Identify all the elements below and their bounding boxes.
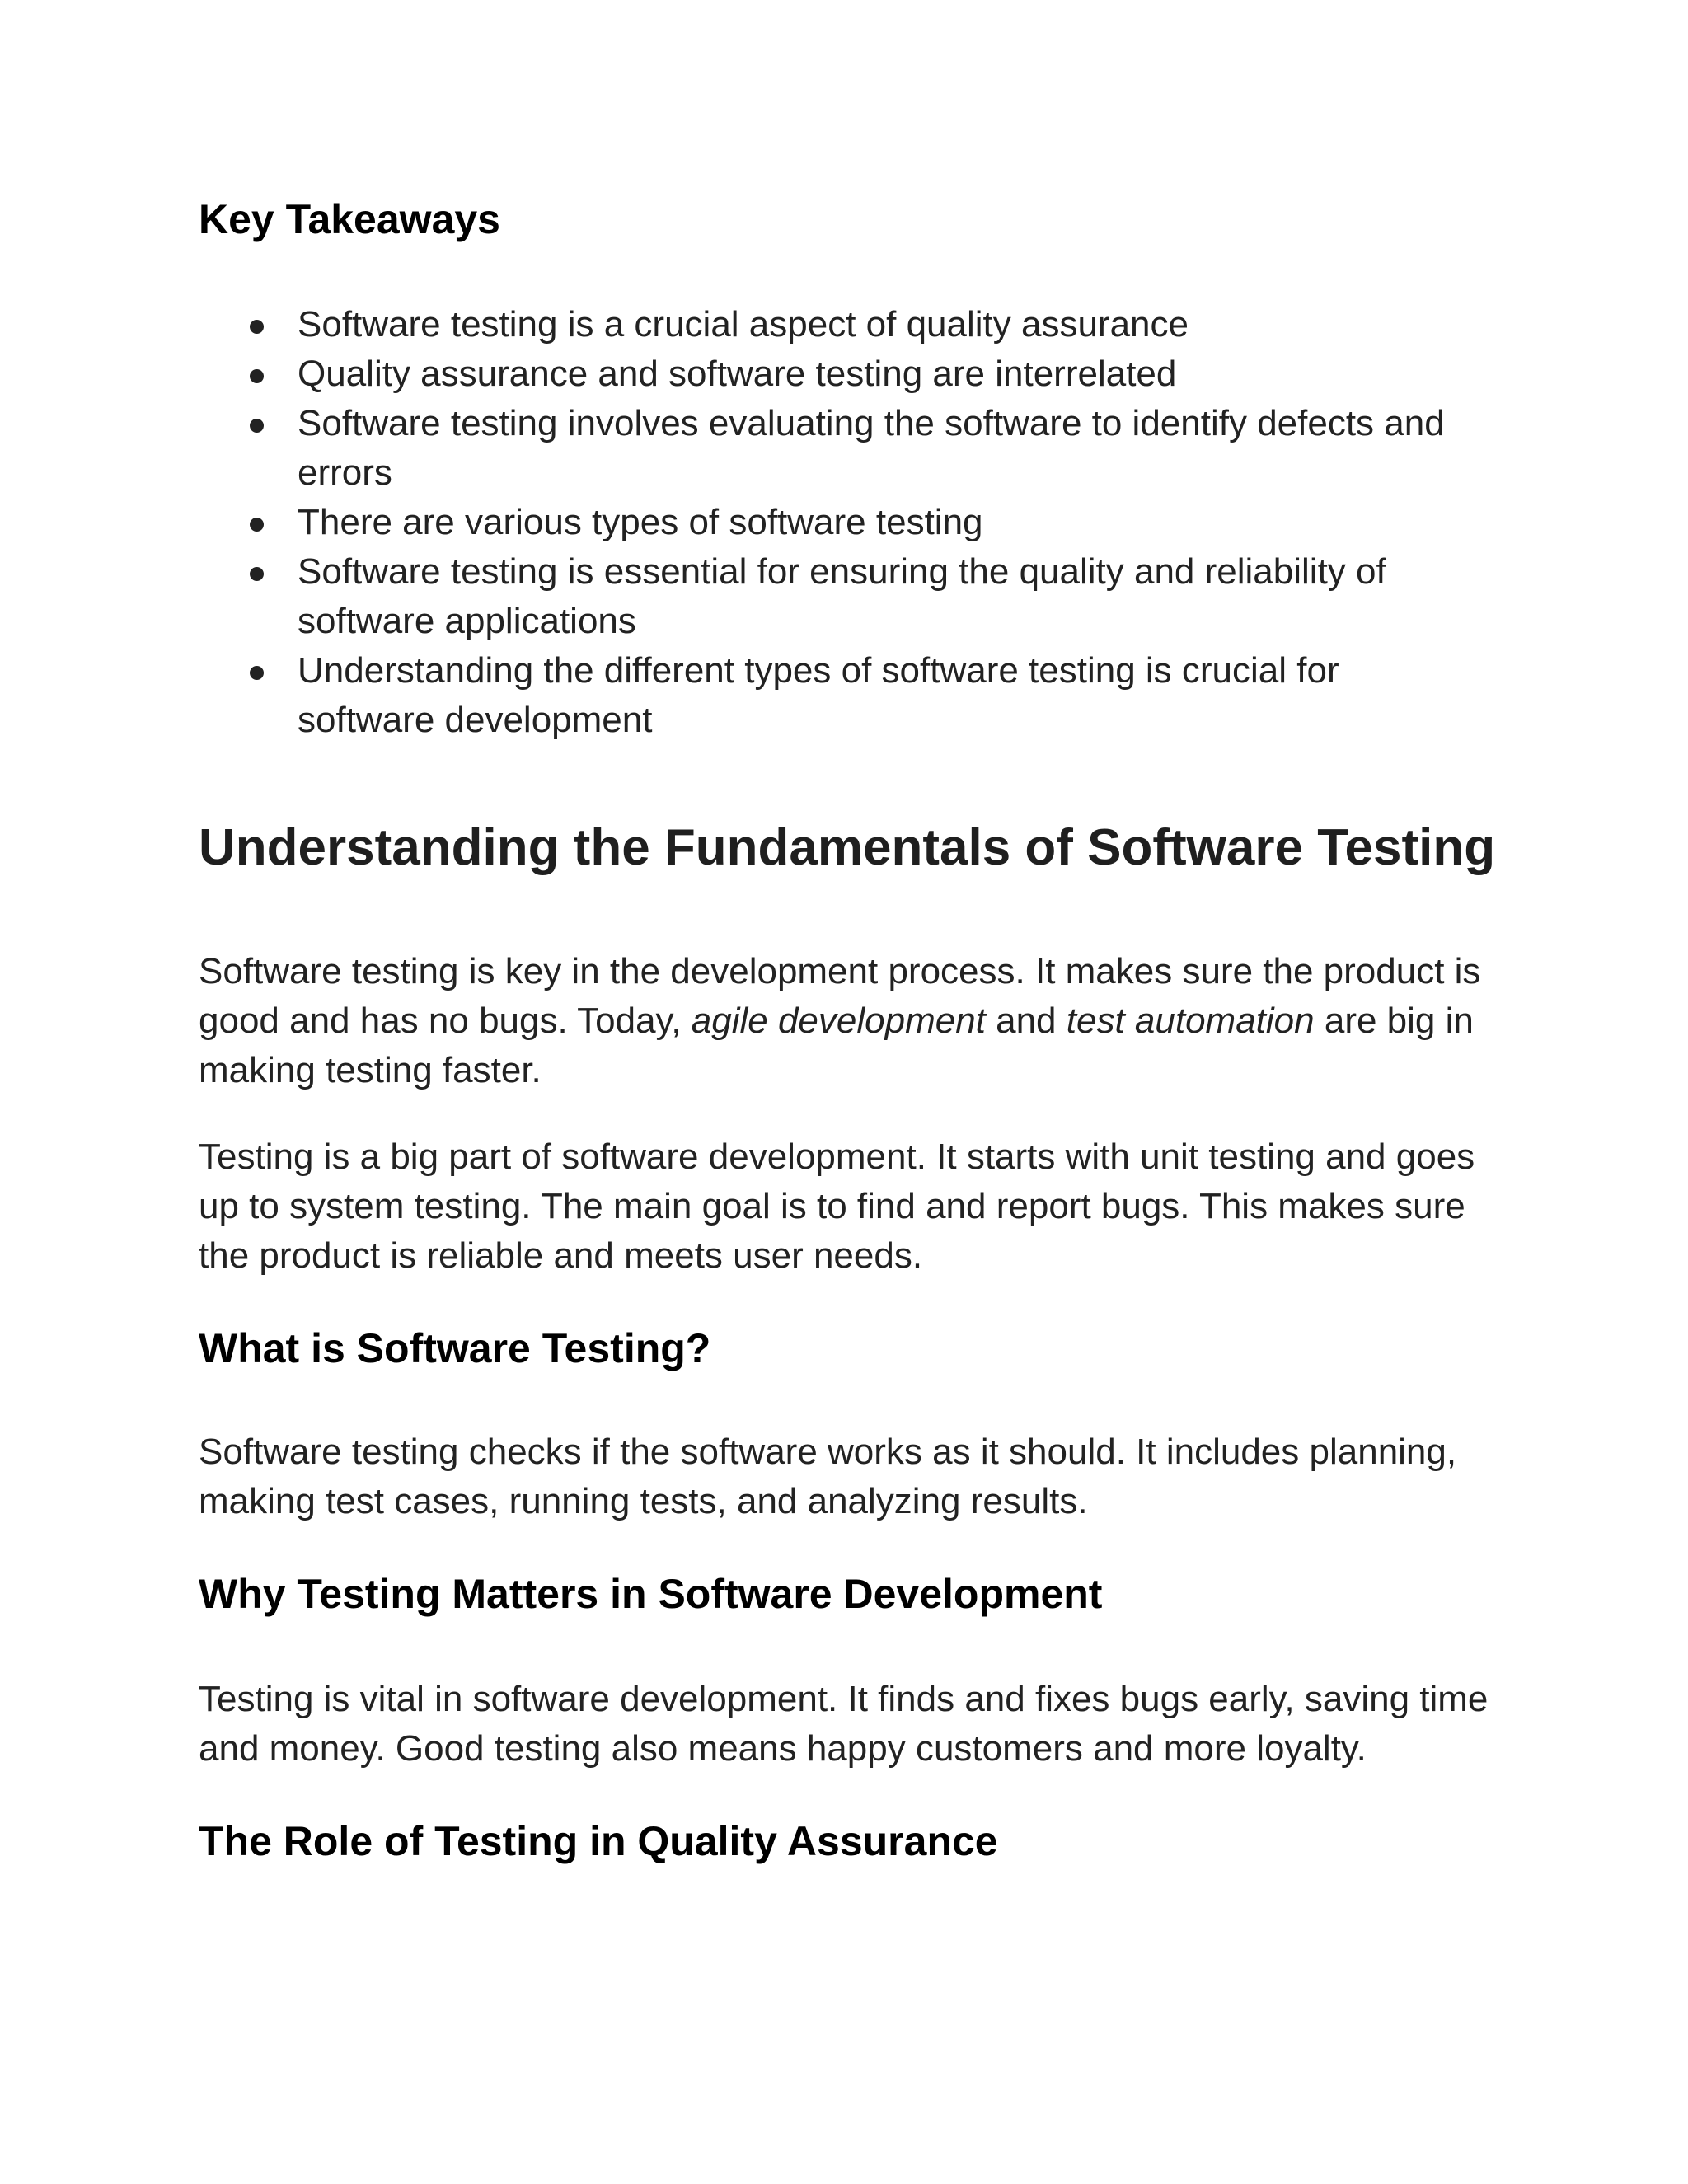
- list-item: [199, 300, 1484, 349]
- what-is-testing-paragraph: Software testing checks if the software works as it should. It includes planning, making test cases, running tests, and analyzing results.: [199, 1432, 1457, 1521]
- list-item: [199, 399, 1484, 498]
- why-testing-matters-heading: Why Testing Matters in Software Development: [199, 1571, 1103, 1617]
- list-item-text: Understanding the different types of software testing is crucial for software development: [298, 650, 1339, 740]
- bullet-icon: [250, 320, 264, 334]
- list-item: [199, 498, 1484, 547]
- bullet-icon: [250, 518, 264, 532]
- paragraph-text: Software testing is key in the development process. It makes sure the product is good and has no bugs. Today,: [199, 951, 1481, 1041]
- bullet-icon: [250, 419, 264, 433]
- role-of-testing-heading: The Role of Testing in Quality Assurance: [199, 1818, 998, 1864]
- list-item-text: Quality assurance and software testing are interrelated: [298, 354, 1177, 394]
- why-testing-matters-paragraph: Testing is vital in software development. It finds and fixes bugs early, saving time and money. Good testing also means happy customers and more loyalty.: [199, 1679, 1489, 1769]
- list-item: [199, 646, 1484, 745]
- italic-term: test automation: [1066, 1001, 1315, 1041]
- list-item-text: Software testing is a crucial aspect of quality assurance: [298, 304, 1189, 344]
- paragraph-text: are big in making testing faster.: [199, 1001, 1474, 1090]
- list-item-text: Software testing involves evaluating the software to identify defects and errors: [298, 403, 1445, 493]
- what-is-testing-heading: What is Software Testing?: [199, 1325, 711, 1371]
- key-takeaways-heading: Key Takeaways: [199, 196, 500, 242]
- bullet-icon: [250, 567, 264, 581]
- paragraph-text: and: [985, 1001, 1067, 1041]
- italic-term: agile development: [691, 1001, 986, 1041]
- bullet-icon: [250, 369, 264, 383]
- fundamentals-paragraph-1: [199, 947, 1501, 1095]
- fundamentals-heading: Understanding the Fundamentals of Software Testing: [199, 819, 1496, 876]
- list-item-text: There are various types of software testing: [298, 502, 983, 542]
- list-item-text: Software testing is essential for ensuring the quality and reliability of software applications: [298, 551, 1386, 641]
- fundamentals-paragraph-2: Testing is a big part of software development. It starts with unit testing and goes up to system testing. The main goal is to find and report bugs. This makes sure the product is reliable and meets user needs.: [199, 1137, 1475, 1276]
- bullet-icon: [250, 666, 264, 680]
- key-takeaways-list: [199, 300, 1484, 745]
- list-item: [199, 547, 1484, 646]
- list-item: [199, 349, 1484, 399]
